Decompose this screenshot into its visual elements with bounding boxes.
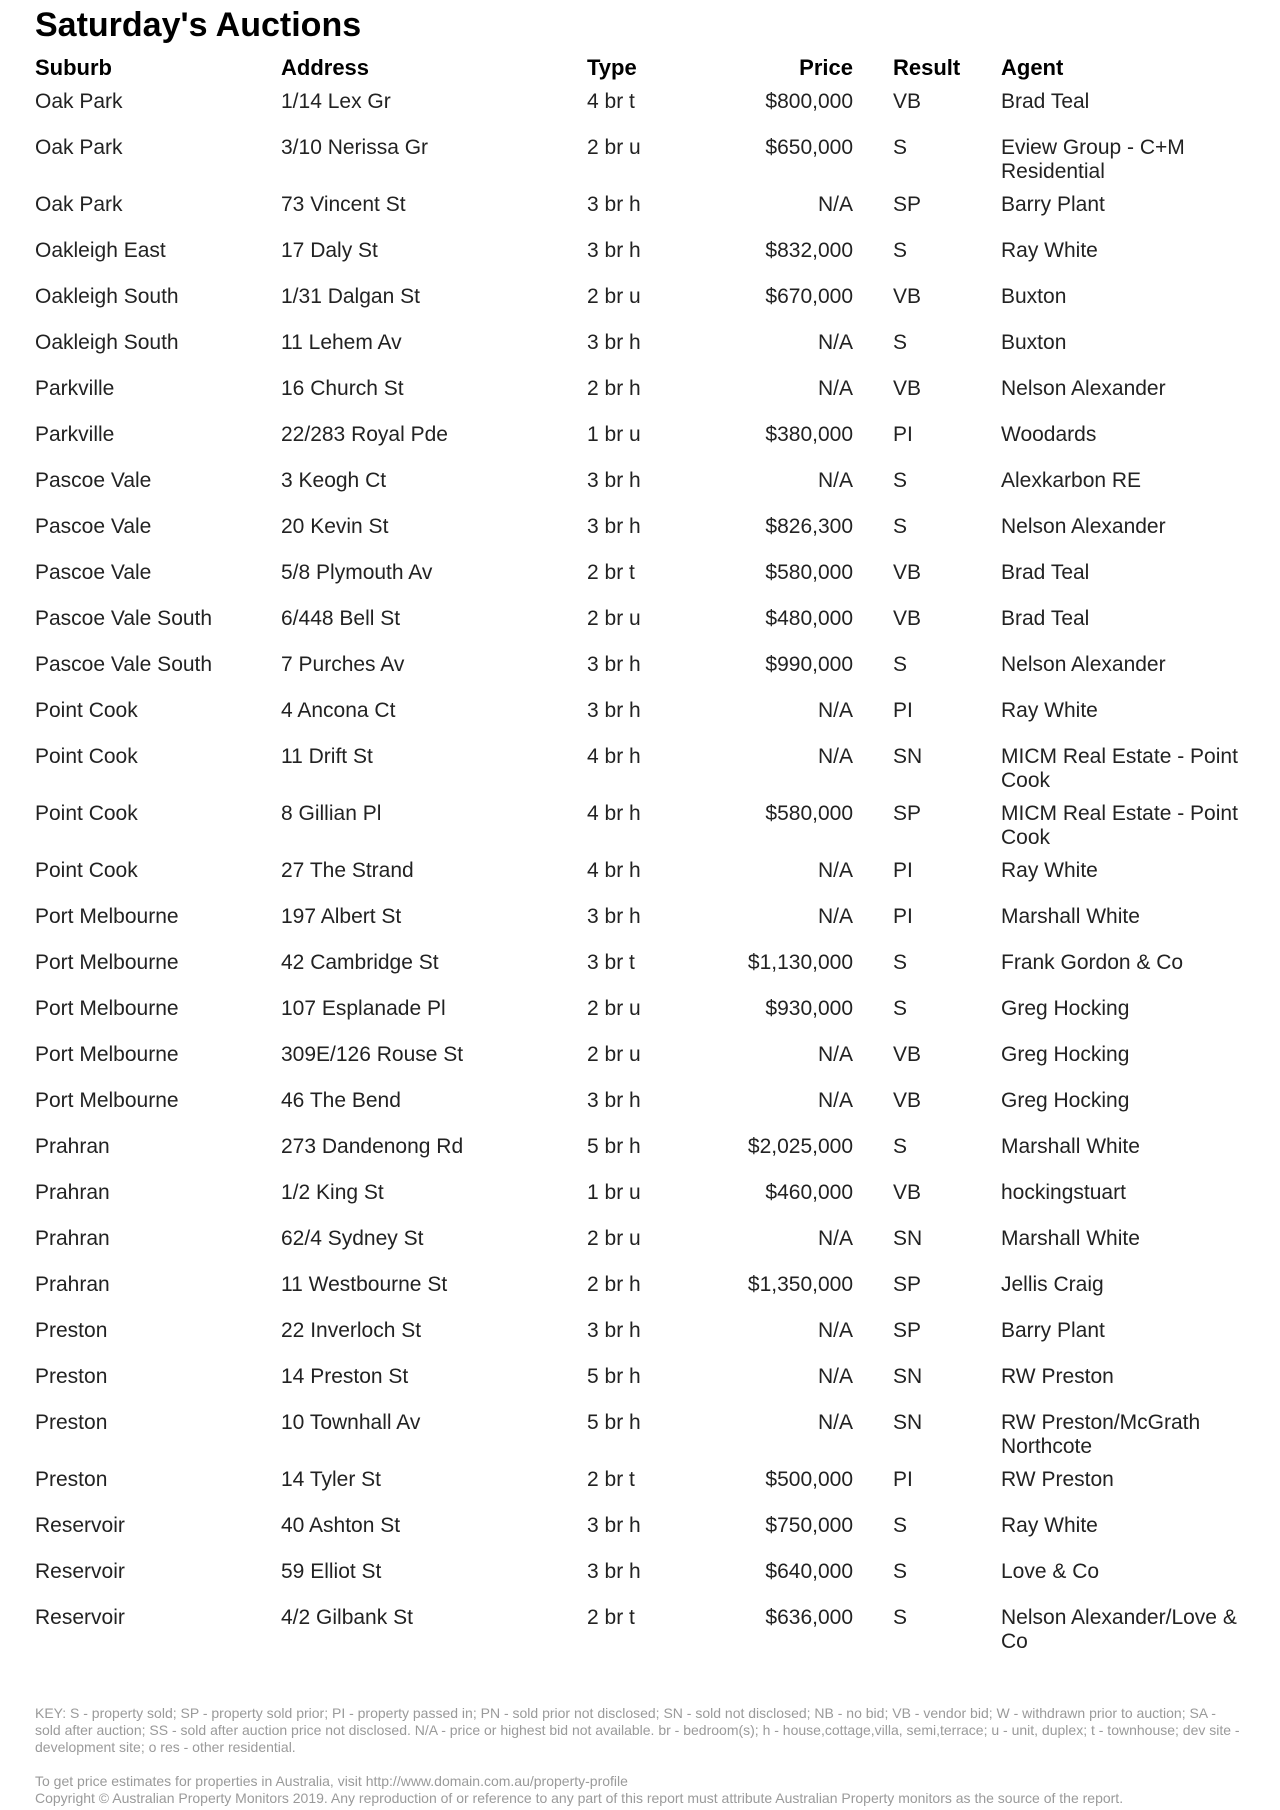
table-row [35,515,1250,561]
cell-price: $1,130,000 [747,951,853,974]
cell-type: 3 br t [587,951,635,974]
cell-suburb: Preston [35,1365,108,1388]
cell-address: 4 Ancona Ct [281,699,396,722]
cell-spacer [853,653,893,699]
cell-suburb: Prahran [35,1135,110,1158]
cell-type: 1 br u [587,423,641,446]
table-row [35,653,1250,699]
cell-agent: Ray White [1001,699,1098,722]
cell-type: 3 br h [587,1319,641,1342]
cell-result: SP [893,193,922,216]
cell-result: SN [893,1365,923,1388]
cell-type: 3 br h [587,905,641,928]
cell-suburb: Pascoe Vale South [35,607,213,630]
cell-price: $832,000 [765,239,853,262]
cell-result: S [893,136,908,159]
cell-agent: Greg Hocking [1001,997,1130,1020]
cell-agent: Buxton [1001,331,1067,354]
cell-suburb: Port Melbourne [35,1043,179,1066]
cell-price: $580,000 [765,802,853,825]
cell-agent: RW Preston [1001,1365,1114,1388]
cell-agent: Buxton [1001,285,1067,308]
cell-suburb: Port Melbourne [35,905,179,928]
cell-type: 4 br t [587,90,635,113]
cell-suburb: Port Melbourne [35,951,179,974]
cell-type: 3 br h [587,1089,641,1112]
cell-result: S [893,951,908,974]
cell-type: 5 br h [587,1365,641,1388]
column-header-result: Result [893,55,961,80]
cell-price: N/A [817,377,853,400]
cell-address: 40 Ashton St [281,1514,401,1537]
cell-type: 2 br h [587,377,641,400]
cell-result: S [893,331,908,354]
column-header-price: Price [799,55,853,80]
cell-result: SP [893,1273,922,1296]
cell-type: 2 br t [587,1468,635,1491]
cell-agent: RW Preston/McGrath Northcote [1001,1411,1201,1458]
cell-result: VB [893,285,922,308]
cell-agent: Nelson Alexander [1001,377,1166,400]
cell-agent: RW Preston [1001,1468,1114,1491]
cell-price: $2,025,000 [747,1135,853,1158]
table-row [35,469,1250,515]
cell-spacer [853,1319,893,1365]
cell-suburb: Oakleigh South [35,285,179,308]
cell-spacer [853,1043,893,1089]
cell-price: $750,000 [765,1514,853,1537]
cell-price: $670,000 [765,285,853,308]
cell-address: 73 Vincent St [281,193,406,216]
cell-result: VB [893,1043,922,1066]
table-row [35,423,1250,469]
cell-type: 2 br h [587,1273,641,1296]
auctions-table [35,56,1250,1663]
cell-price: N/A [817,1319,853,1342]
cell-agent: Brad Teal [1001,90,1090,113]
cell-address: 11 Westbourne St [281,1273,448,1296]
cell-address: 16 Church St [281,377,404,400]
table-row [35,136,1250,193]
cell-suburb: Port Melbourne [35,997,179,1020]
cell-address: 46 The Bend [281,1089,401,1112]
cell-address: 6/448 Bell St [281,607,401,630]
cell-address: 42 Cambridge St [281,951,439,974]
cell-spacer [853,905,893,951]
cell-suburb: Parkville [35,377,115,400]
cell-result: S [893,515,908,538]
cell-suburb: Prahran [35,1227,110,1250]
cell-suburb: Preston [35,1411,108,1434]
cell-price: N/A [817,905,853,928]
cell-agent: Greg Hocking [1001,1043,1130,1066]
cell-spacer [853,1606,893,1663]
cell-result: SN [893,745,923,768]
cell-price: N/A [817,699,853,722]
cell-address: 22/283 Royal Pde [281,423,448,446]
table-row [35,90,1250,136]
cell-address: 8 Gillian Pl [281,802,382,825]
cell-address: 3 Keogh Ct [281,469,387,492]
cell-spacer [853,1365,893,1411]
cell-address: 22 Inverloch St [281,1319,422,1342]
cell-suburb: Prahran [35,1273,110,1296]
cell-result: PI [893,859,913,882]
cell-spacer [853,1468,893,1514]
cell-price: N/A [817,193,853,216]
cell-address: 11 Lehem Av [281,331,402,354]
cell-type: 3 br h [587,193,641,216]
table-row [35,997,1250,1043]
table-row [35,1560,1250,1606]
cell-agent: Ray White [1001,1514,1098,1537]
cell-spacer [853,997,893,1043]
cell-suburb: Point Cook [35,745,138,768]
cell-type: 4 br h [587,859,641,882]
cell-spacer [853,193,893,239]
cell-agent: Frank Gordon & Co [1001,951,1184,974]
column-spacer [853,56,893,90]
cell-suburb: Pascoe Vale [35,469,152,492]
cell-suburb: Reservoir [35,1514,125,1537]
cell-result: S [893,653,908,676]
cell-agent: Marshall White [1001,905,1140,928]
cell-suburb: Point Cook [35,802,138,825]
price-estimates-note: To get price estimates for properties in Australia, visit http://www.domain.com.au/property-profile [35,1773,628,1789]
cell-result: SP [893,1319,922,1342]
cell-agent: Greg Hocking [1001,1089,1130,1112]
cell-result: S [893,1606,908,1629]
cell-type: 3 br h [587,1514,641,1537]
cell-agent: MICM Real Estate - Point Cook [1001,802,1238,849]
cell-spacer [853,1089,893,1135]
cell-result: VB [893,1089,922,1112]
cell-result: VB [893,607,922,630]
cell-type: 3 br h [587,653,641,676]
cell-price: $650,000 [765,136,853,159]
cell-result: S [893,469,908,492]
cell-price: N/A [817,1043,853,1066]
cell-address: 273 Dandenong Rd [281,1135,464,1158]
cell-suburb: Reservoir [35,1606,125,1629]
cell-agent: Alexkarbon RE [1001,469,1142,492]
cell-spacer [853,1227,893,1273]
legend-key-text: KEY: S - property sold; SP - property sold prior; PI - property passed in; PN - sold prior not disclosed; SN - sold not disclosed; NB - no bid; VB - vendor bid; W - withdrawn prior to auction; SA - sold after auction; SS - sold after auction price not disclosed. N/A - price or highest bid not available. br - bedroom(s); h - house,cottage,villa, semi,terrace; u - unit, duplex; t - townhouse; dev site - development site; o res - other residential. [35,1705,1240,1755]
cell-spacer [853,331,893,377]
table-row [35,1365,1250,1411]
cell-spacer [853,951,893,997]
table-row [35,607,1250,653]
cell-spacer [853,239,893,285]
cell-agent: Brad Teal [1001,561,1090,584]
table-row [35,239,1250,285]
cell-agent: Eview Group - C+M Residential [1001,136,1185,183]
cell-price: $990,000 [765,653,853,676]
cell-spacer [853,136,893,193]
cell-suburb: Pascoe Vale [35,561,152,584]
cell-suburb: Oakleigh East [35,239,166,262]
table-row [35,802,1250,859]
cell-agent: Marshall White [1001,1227,1140,1250]
table-row [35,1411,1250,1468]
cell-address: 1/31 Dalgan St [281,285,420,308]
cell-type: 5 br h [587,1135,641,1158]
cell-spacer [853,285,893,331]
cell-result: PI [893,1468,913,1491]
cell-spacer [853,1135,893,1181]
cell-address: 14 Preston St [281,1365,409,1388]
cell-type: 2 br t [587,1606,635,1629]
cell-agent: Ray White [1001,239,1098,262]
table-row [35,1043,1250,1089]
cell-address: 5/8 Plymouth Av [281,561,433,584]
cell-spacer [853,1560,893,1606]
cell-price: N/A [817,1089,853,1112]
table-row [35,1135,1250,1181]
cell-price: N/A [817,1227,853,1250]
table-row [35,1227,1250,1273]
cell-type: 3 br h [587,699,641,722]
column-header-address: Address [281,55,370,80]
cell-price: N/A [817,1411,853,1434]
cell-agent: Nelson Alexander [1001,653,1166,676]
cell-spacer [853,561,893,607]
cell-result: VB [893,1181,922,1204]
cell-type: 2 br u [587,1043,641,1066]
cell-price: $930,000 [765,997,853,1020]
cell-price: N/A [817,331,853,354]
cell-result: SN [893,1227,923,1250]
table-row [35,1319,1250,1365]
cell-price: $640,000 [765,1560,853,1583]
cell-result: VB [893,377,922,400]
table-row [35,331,1250,377]
cell-price: $636,000 [765,1606,853,1629]
cell-address: 3/10 Nerissa Gr [281,136,429,159]
cell-result: S [893,239,908,262]
cell-agent: Jellis Craig [1001,1273,1104,1296]
cell-price: $500,000 [765,1468,853,1491]
cell-spacer [853,1181,893,1227]
cell-agent: MICM Real Estate - Point Cook [1001,745,1238,792]
cell-agent: Nelson Alexander/Love & Co [1001,1606,1237,1653]
cell-type: 5 br h [587,1411,641,1434]
cell-address: 27 The Strand [281,859,414,882]
cell-agent: Nelson Alexander [1001,515,1166,538]
cell-type: 2 br u [587,1227,641,1250]
cell-address: 7 Purches Av [281,653,405,676]
cell-address: 17 Daly St [281,239,378,262]
cell-spacer [853,515,893,561]
cell-suburb: Preston [35,1319,108,1342]
cell-agent: Woodards [1001,423,1097,446]
cell-type: 2 br u [587,285,641,308]
table-row [35,859,1250,905]
cell-agent: Marshall White [1001,1135,1140,1158]
cell-agent: Barry Plant [1001,193,1105,216]
table-row [35,1181,1250,1227]
cell-address: 4/2 Gilbank St [281,1606,413,1629]
cell-spacer [853,90,893,136]
page-title: Saturday's Auctions [35,6,362,44]
cell-price: $480,000 [765,607,853,630]
cell-agent: Ray White [1001,859,1098,882]
table-row [35,745,1250,802]
cell-suburb: Port Melbourne [35,1089,179,1112]
table-body [35,90,1250,1663]
table-header-row [35,56,1250,90]
cell-price: N/A [817,469,853,492]
table-row [35,1089,1250,1135]
cell-type: 3 br h [587,1560,641,1583]
cell-type: 2 br u [587,607,641,630]
cell-type: 3 br h [587,515,641,538]
table-row [35,951,1250,997]
cell-price: N/A [817,1365,853,1388]
table-row [35,561,1250,607]
copyright-note: Copyright © Australian Property Monitors 2019. Any reproduction of or reference to any part of this report must attribute Australian Property monitors as the source of the report. [35,1790,1124,1806]
cell-address: 107 Esplanade Pl [281,997,446,1020]
cell-result: VB [893,561,922,584]
column-header-suburb: Suburb [35,55,112,80]
cell-agent: Barry Plant [1001,1319,1105,1342]
cell-address: 10 Townhall Av [281,1411,421,1434]
cell-type: 2 br u [587,997,641,1020]
cell-agent: Brad Teal [1001,607,1090,630]
cell-result: PI [893,699,913,722]
cell-suburb: Reservoir [35,1560,125,1583]
cell-agent: hockingstuart [1001,1181,1126,1204]
cell-result: PI [893,423,913,446]
cell-price: $380,000 [765,423,853,446]
cell-suburb: Pascoe Vale South [35,653,213,676]
cell-spacer [853,469,893,515]
cell-result: SP [893,802,922,825]
cell-suburb: Pascoe Vale [35,515,152,538]
cell-suburb: Parkville [35,423,115,446]
cell-suburb: Point Cook [35,699,138,722]
cell-type: 3 br h [587,239,641,262]
table-row [35,1468,1250,1514]
cell-spacer [853,802,893,859]
cell-spacer [853,1411,893,1468]
cell-spacer [853,607,893,653]
cell-type: 4 br h [587,802,641,825]
table-row [35,905,1250,951]
cell-price: $1,350,000 [747,1273,853,1296]
cell-result: S [893,997,908,1020]
cell-result: SN [893,1411,923,1434]
cell-result: PI [893,905,913,928]
cell-address: 11 Drift St [281,745,373,768]
cell-address: 62/4 Sydney St [281,1227,424,1250]
cell-spacer [853,1514,893,1560]
column-header-agent: Agent [1001,55,1064,80]
table-row [35,285,1250,331]
cell-address: 197 Albert St [281,905,402,928]
cell-type: 1 br u [587,1181,641,1204]
cell-address: 59 Elliot St [281,1560,382,1583]
cell-address: 20 Kevin St [281,515,389,538]
cell-price: $800,000 [765,90,853,113]
cell-type: 4 br h [587,745,641,768]
column-header-type: Type [587,55,637,80]
cell-price: $460,000 [765,1181,853,1204]
cell-result: S [893,1514,908,1537]
cell-price: $826,300 [765,515,853,538]
cell-price: N/A [817,745,853,768]
cell-suburb: Preston [35,1468,108,1491]
table-row [35,1273,1250,1319]
cell-suburb: Oak Park [35,136,123,159]
cell-price: N/A [817,859,853,882]
cell-suburb: Prahran [35,1181,110,1204]
cell-type: 3 br h [587,331,641,354]
cell-spacer [853,699,893,745]
cell-suburb: Oak Park [35,90,123,113]
cell-spacer [853,745,893,802]
cell-type: 2 br t [587,561,635,584]
cell-type: 3 br h [587,469,641,492]
table-row [35,1606,1250,1663]
cell-address: 14 Tyler St [281,1468,381,1491]
cell-address: 1/14 Lex Gr [281,90,391,113]
cell-price: $580,000 [765,561,853,584]
table-row [35,377,1250,423]
cell-result: VB [893,90,922,113]
cell-suburb: Point Cook [35,859,138,882]
table-row [35,193,1250,239]
cell-spacer [853,1273,893,1319]
cell-suburb: Oakleigh South [35,331,179,354]
cell-suburb: Oak Park [35,193,123,216]
cell-spacer [853,377,893,423]
cell-result: S [893,1560,908,1583]
cell-address: 309E/126 Rouse St [281,1043,464,1066]
cell-address: 1/2 King St [281,1181,384,1204]
cell-result: S [893,1135,908,1158]
cell-spacer [853,859,893,905]
table-row [35,699,1250,745]
cell-spacer [853,423,893,469]
cell-agent: Love & Co [1001,1560,1100,1583]
table-row [35,1514,1250,1560]
cell-type: 2 br u [587,136,641,159]
